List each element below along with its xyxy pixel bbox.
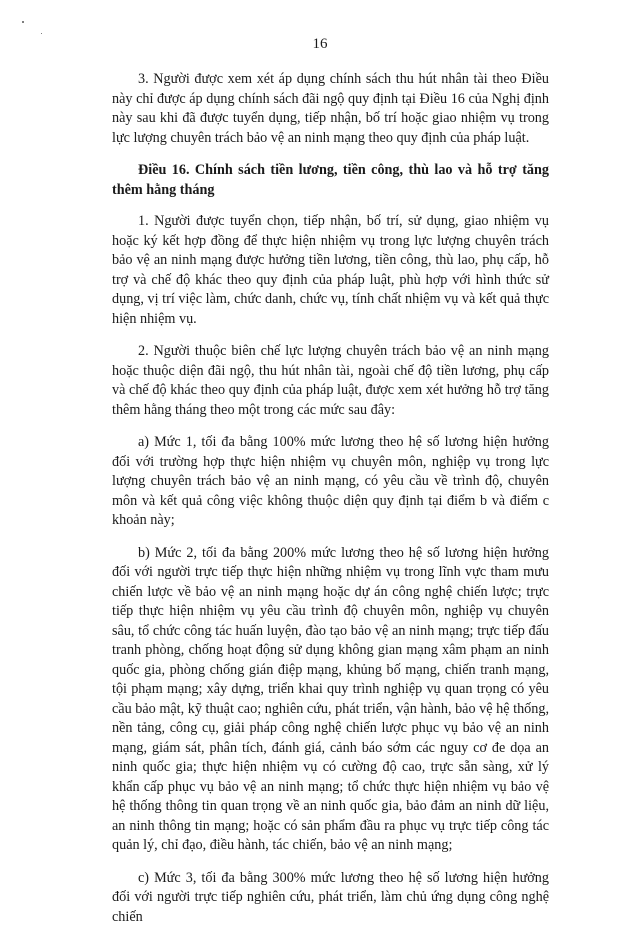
point-b-paragraph: b) Mức 2, tối đa bằng 200% mức lương theo hệ số lương hiện hưởng đối với người trực tiếp thực hiện những nhiệm vụ trong lĩnh vực tham mưu chiến lược về bảo vệ an ninh mạng hoặc dự án công nghệ chiến lược; trực tiếp thực hiện nhiệm vụ yêu cầu trình độ chuyên môn, nghiệp vụ chuyên sâu, tổ chức công tác huấn luyện, đào tạo bảo vệ an ninh mạng; trực tiếp đấu tranh phòng, chống hoạt động sử dụng không gian mạng xâm phạm an ninh quốc gia, phòng chống gián điệp mạng, khủng bố mạng, chiến tranh mạng, tội phạm mạng; xây dựng, triển khai quy trình nghiệp vụ quan trọng có yêu cầu bảo mật, kỹ thuật cao; nghiên cứu, phát triển, vận hành, bảo vệ hệ thống, nền tảng, công cụ, giải pháp công nghệ chiến lược phục vụ bảo vệ an ninh mạng, giám sát, phân tích, đánh giá, cảnh báo sớm các nguy cơ đe dọa an ninh quốc gia; thực hiện nhiệm vụ có cường độ cao, trực sẵn sàng, xử lý khẩn cấp phục vụ bảo vệ an ninh mạng; tổ chức thực hiện nhiệm vụ bảo vệ hệ thống thông tin quan trọng về an ninh quốc gia, bảo đảm an ninh dữ liệu, an ninh thông tin mạng; hoặc có sản phẩm đầu ra phục vụ trực tiếp công tác quản lý, chỉ đạo, điều hành, tác chiến, bảo vệ an ninh mạng; bbox=[112, 544, 549, 853]
scan-speck bbox=[22, 21, 24, 23]
point-a-paragraph: a) Mức 1, tối đa bằng 100% mức lương theo hệ số lương hiện hưởng đối với trường hợp thực hiện nhiệm vụ chuyên môn, nghiệp vụ trong lực lượng chuyên trách bảo vệ an ninh mạng, có yêu cầu về trình độ, chuyên môn và kết quả công việc không thuộc diện quy định tại điểm b và điểm c khoản này; bbox=[112, 434, 549, 528]
article-16-heading: Điều 16. Chính sách tiền lương, tiền công, thù lao và hỗ trợ tăng thêm hằng tháng bbox=[112, 162, 549, 198]
clause-3-paragraph: 3. Người được xem xét áp dụng chính sách thu hút nhân tài theo Điều này chỉ được áp dụng chính sách đãi ngộ quy định tại Điều 16 của Nghị định này sau khi đã được tuyển dụng, tiếp nhận, bố trí hoặc giao nhiệm vụ trong lực lượng chuyên trách bảo vệ an ninh mạng theo quy định của pháp luật. bbox=[112, 71, 549, 146]
clause-1-paragraph: 1. Người được tuyển chọn, tiếp nhận, bố trí, sử dụng, giao nhiệm vụ hoặc ký kết hợp đồng để thực hiện nhiệm vụ trong lực lượng chuyên trách bảo vệ an ninh mạng được hưởng tiền lương, tiền công, thù lao, phụ cấp, hỗ trợ và chế độ khác theo quy định của pháp luật, phù hợp với hình thức sử dụng, vị trí việc làm, chức danh, chức vụ, tính chất nhiệm vụ và kết quả thực hiện nhiệm vụ. bbox=[112, 213, 549, 327]
page-number: 16 bbox=[312, 36, 328, 52]
document-body bbox=[112, 70, 549, 940]
clause-2-paragraph: 2. Người thuộc biên chế lực lượng chuyên trách bảo vệ an ninh mạng hoặc thuộc diện đãi ngộ, thu hút nhân tài, ngoài chế độ tiền lương, phụ cấp và chế độ khác theo quy định của pháp luật, được xem xét hưởng hỗ trợ tăng thêm hằng tháng theo một trong các mức sau đây: bbox=[112, 343, 549, 418]
scan-speck bbox=[41, 33, 42, 34]
point-c-paragraph: c) Mức 3, tối đa bằng 300% mức lương theo hệ số lương hiện hưởng đối với người trực tiếp nghiên cứu, phát triển, làm chủ ứng dụng công nghệ chiến bbox=[112, 869, 549, 925]
